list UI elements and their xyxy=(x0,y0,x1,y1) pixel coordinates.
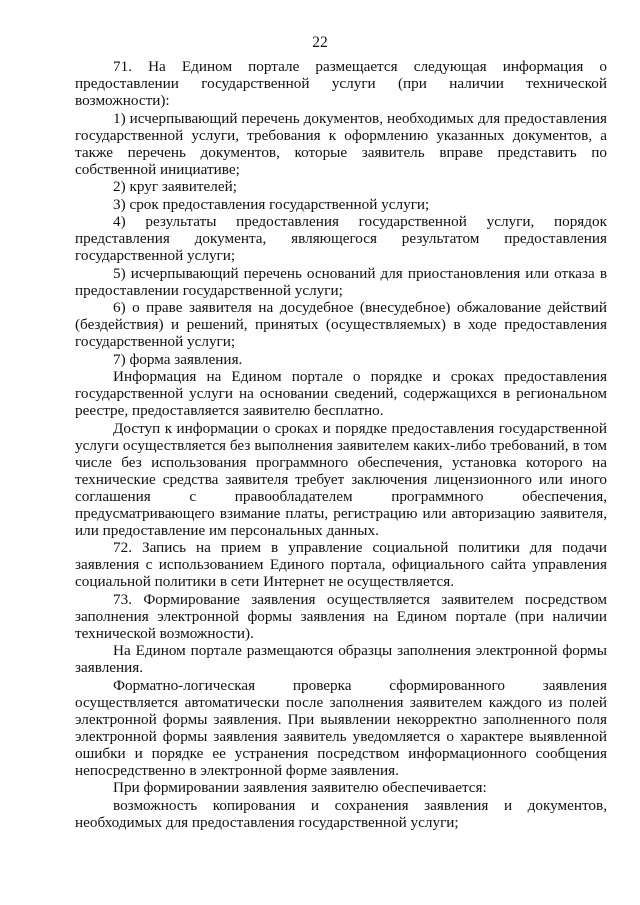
paragraph-provided: При формировании заявления заявителю обеспечивается: xyxy=(113,779,487,796)
paragraph-72: 72. Запись на прием в управление социальной политики для подачи заявления с использованием Единого портала, официального сайта управления социальной политики в сети Интернет не осуществляется. xyxy=(75,539,607,590)
list-item-7: 7) форма заявления. xyxy=(113,350,243,368)
paragraph-samples: На Едином портале размещаются образцы заполнения электронной формы заявления. xyxy=(75,642,607,676)
list-item-3: 3) срок предоставления государственной услуги; xyxy=(113,195,430,213)
document-body xyxy=(75,58,607,831)
paragraph-73: 73. Формирование заявления осуществляется заявителем посредством заполнения электронной формы заявления на Едином портале (при наличии технической возможности). xyxy=(75,590,607,642)
paragraph-info-free: Информация на Едином портале о порядке и сроках предоставления государственной услуги на основании сведений, содержащихся в региональном реестре, предоставляется заявителю бесплатно. xyxy=(75,368,607,419)
list-item-2: 2) круг заявителей; xyxy=(113,178,237,195)
paragraph-access: Доступ к информации о сроках и порядке предоставления государственной услуги осуществляется без выполнения заявителем каких-либо требований, в том числе без использования программного обеспечения, установка которого на технические средства заявителя требует заключения лицензионного или иного соглашения с правообладателем программного обеспечения, предусматривающего взимание платы, регистрацию или авторизацию заявителя, или предоставление им персональных данных. xyxy=(75,419,607,539)
page-number: 22 xyxy=(312,34,328,51)
paragraph-copy-save: возможность копирования и сохранения заявления и документов, необходимых для предоставления государственной услуги; xyxy=(75,796,607,831)
list-item-6: 6) о праве заявителя на досудебное (внесудебное) обжалование действий (бездействия) и решений, принятых (осуществляемых) в ходе предоставления государственной услуги; xyxy=(75,299,607,350)
list-item-1: 1) исчерпывающий перечень документов, необходимых для предоставления государственной услуги, требования к оформлению указанных документов, а также перечень документов, которые заявитель вправе представить по собственной инициативе; xyxy=(75,109,607,178)
list-item-5: 5) исчерпывающий перечень оснований для приостановления или отказа в предоставлении государственной услуги; xyxy=(75,264,607,299)
paragraph-71: 71. На Едином портале размещается следующая информация о предоставлении государственной услуги (при наличии технической возможности): xyxy=(75,58,607,109)
list-item-4: 4) результаты предоставления государственной услуги, порядок представления документа, являющегося результатом предоставления государственной услуги; xyxy=(75,213,607,264)
paragraph-validation: Форматно-логическая проверка сформированного заявления осуществляется автоматически после заполнения заявителем каждого из полей электронной формы заявления. При выявлении некорректно заполненного поля электронной формы заявления заявитель уведомляется о характере выявленной ошибки и порядке ее устранения посредством информационного сообщения непосредственно в электронной форме заявления. xyxy=(75,676,607,779)
